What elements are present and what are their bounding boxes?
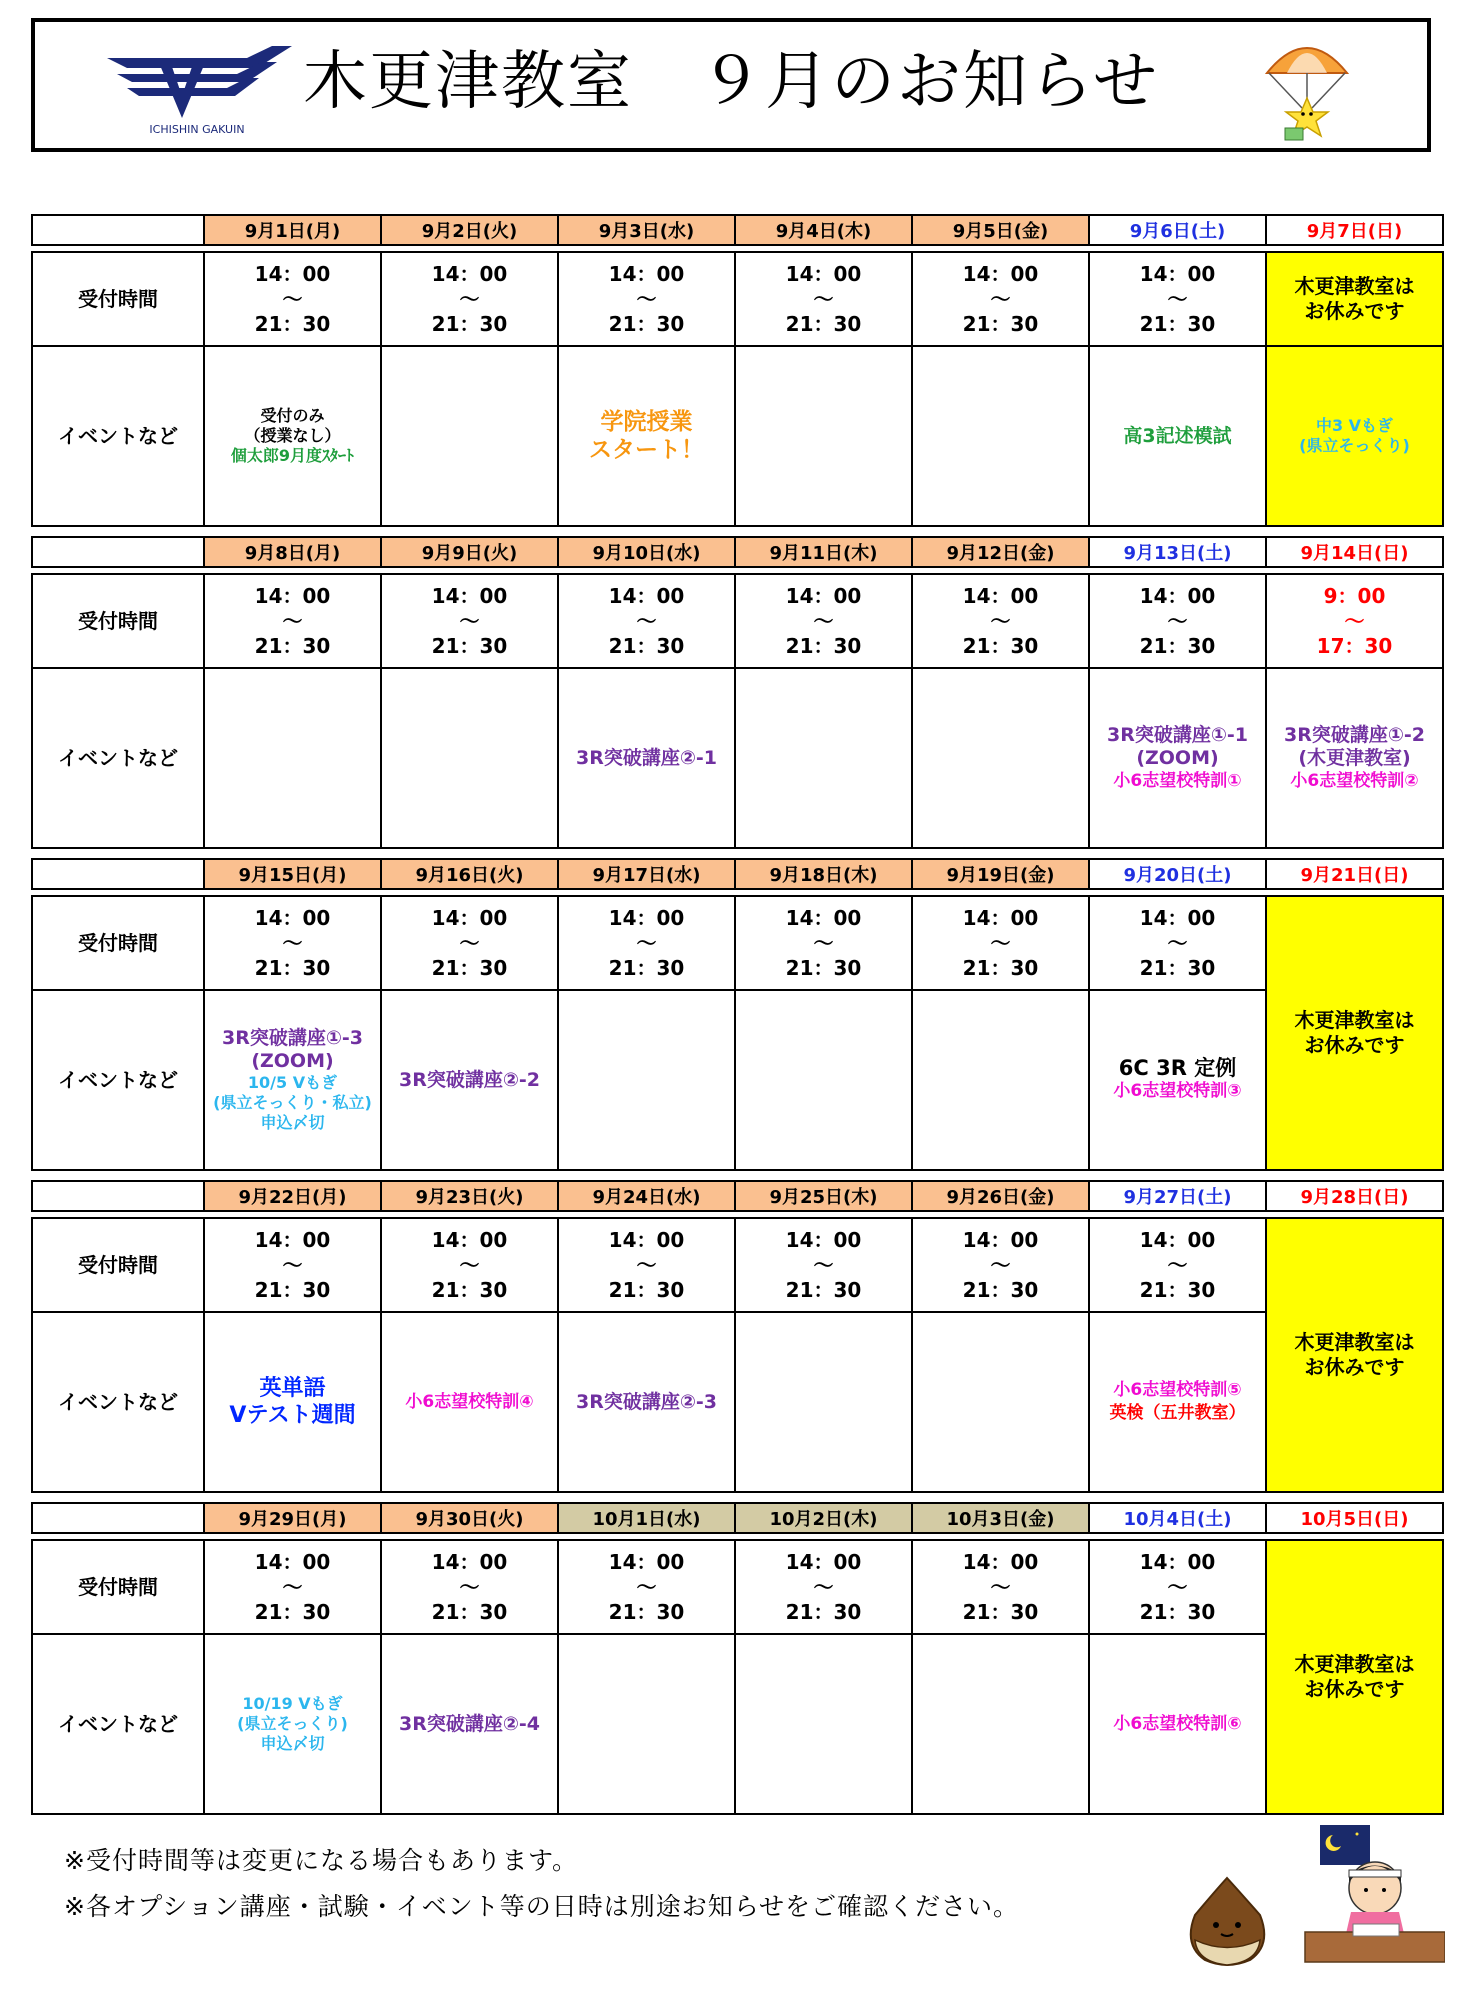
day-header: 9月23日(火) — [381, 1181, 558, 1211]
event-cell — [558, 1634, 735, 1814]
day-header: 9月22日(月) — [204, 1181, 381, 1211]
week-2-table — [31, 536, 1444, 849]
time-cell: 14：00 ～ 21：30 — [204, 896, 381, 990]
time-cell: 14：00 ～ 21：30 — [912, 896, 1089, 990]
time-row-label: 受付時間 — [32, 1218, 204, 1312]
event-cell — [912, 668, 1089, 848]
time-cell: 14：00 ～ 21：30 — [912, 252, 1089, 346]
time-cell: 14：00 ～ 21：30 — [912, 1540, 1089, 1634]
event-cell — [558, 990, 735, 1170]
week-4-table — [31, 1180, 1444, 1493]
event-cell: 受付のみ （授業なし） 個太郎9月度ｽﾀｰﾄ — [204, 346, 381, 526]
event-cell — [912, 346, 1089, 526]
day-header: 9月12日(金) — [912, 537, 1089, 567]
event-cell: 小6志望校特訓⑥ — [1089, 1634, 1266, 1814]
event-cell: 3R突破講座②-4 — [381, 1634, 558, 1814]
day-header-sunday: 9月28日(日) — [1266, 1181, 1443, 1211]
time-row-label: 受付時間 — [32, 1540, 204, 1634]
time-cell: 14：00 ～ 21：30 — [912, 574, 1089, 668]
title-banner — [31, 18, 1431, 152]
time-cell: 14：00 ～ 21：30 — [1089, 896, 1266, 990]
event-row-label: イベントなど — [32, 346, 204, 526]
week-5-table — [31, 1502, 1444, 1815]
time-cell: 14：00 ～ 21：30 — [558, 574, 735, 668]
day-header: 9月5日(金) — [912, 215, 1089, 245]
time-cell: 14：00 ～ 21：30 — [558, 1540, 735, 1634]
event-cell: 高3記述模試 — [1089, 346, 1266, 526]
day-header-sunday: 9月14日(日) — [1266, 537, 1443, 567]
event-cell — [735, 990, 912, 1170]
time-cell: 14：00 ～ 21：30 — [381, 252, 558, 346]
day-header-next-month: 10月2日(木) — [735, 1503, 912, 1533]
event-cell — [912, 1634, 1089, 1814]
week-3-table — [31, 858, 1444, 1171]
event-cell: 小6志望校特訓④ — [381, 1312, 558, 1492]
day-header: 9月17日(水) — [558, 859, 735, 889]
event-row-label: イベントなど — [32, 1634, 204, 1814]
logo-text: ICHISHIN GAKUIN — [149, 123, 245, 136]
day-header: 9月19日(金) — [912, 859, 1089, 889]
time-row-label: 受付時間 — [32, 252, 204, 346]
time-cell-sunday: 9：00 ～ 17：30 — [1266, 574, 1443, 668]
chestnut-mascot-icon — [1180, 1870, 1275, 1970]
day-header: 9月29日(月) — [204, 1503, 381, 1533]
time-cell: 14：00 ～ 21：30 — [1089, 1540, 1266, 1634]
event-row-label: イベントなど — [32, 1312, 204, 1492]
day-header: 9月18日(木) — [735, 859, 912, 889]
row-spacer — [32, 889, 1443, 896]
event-cell: 3R突破講座②-1 — [558, 668, 735, 848]
day-header-sunday: 9月21日(日) — [1266, 859, 1443, 889]
event-cell — [912, 1312, 1089, 1492]
time-cell: 14：00 ～ 21：30 — [735, 252, 912, 346]
event-cell: 3R突破講座①-3 (ZOOM) 10/5 Vもぎ (県立そっくり・私立) 申込〆切 — [204, 990, 381, 1170]
event-cell — [381, 346, 558, 526]
event-cell: 3R突破講座②-3 — [558, 1312, 735, 1492]
time-row-label: 受付時間 — [32, 896, 204, 990]
closed-notice: 木更津教室は お休みです — [1266, 896, 1443, 1170]
time-cell: 14：00 ～ 21：30 — [381, 574, 558, 668]
time-cell: 14：00 ～ 21：30 — [735, 1218, 912, 1312]
day-header-saturday: 10月4日(土) — [1089, 1503, 1266, 1533]
time-cell: 14：00 ～ 21：30 — [381, 896, 558, 990]
event-cell — [735, 1312, 912, 1492]
event-cell: 6C 3R 定例 小6志望校特訓③ — [1089, 990, 1266, 1170]
event-cell — [381, 668, 558, 848]
studying-student-illustration-icon — [1295, 1820, 1445, 1970]
row-spacer — [32, 245, 1443, 252]
event-cell: 学院授業 スタート！ — [558, 346, 735, 526]
time-cell: 14：00 ～ 21：30 — [735, 1540, 912, 1634]
day-header: 9月3日(水) — [558, 215, 735, 245]
event-cell — [735, 668, 912, 848]
corner-cell — [32, 537, 204, 567]
time-row-label: 受付時間 — [32, 574, 204, 668]
time-cell: 14：00 ～ 21：30 — [735, 574, 912, 668]
week-1-table — [31, 214, 1444, 527]
event-cell — [912, 990, 1089, 1170]
day-header: 9月2日(火) — [381, 215, 558, 245]
day-header-saturday: 9月6日(土) — [1089, 215, 1266, 245]
day-header: 9月9日(火) — [381, 537, 558, 567]
day-header-saturday: 9月13日(土) — [1089, 537, 1266, 567]
time-cell: 14：00 ～ 21：30 — [558, 896, 735, 990]
day-header-saturday: 9月27日(土) — [1089, 1181, 1266, 1211]
day-header: 9月15日(月) — [204, 859, 381, 889]
time-cell: 14：00 ～ 21：30 — [1089, 574, 1266, 668]
event-cell-closed: 中3 Vもぎ (県立そっくり) — [1266, 346, 1443, 526]
time-cell: 14：00 ～ 21：30 — [381, 1540, 558, 1634]
event-row-label: イベントなど — [32, 990, 204, 1170]
time-cell: 14：00 ～ 21：30 — [1089, 1218, 1266, 1312]
event-cell — [204, 668, 381, 848]
day-header: 9月24日(水) — [558, 1181, 735, 1211]
day-header: 9月10日(水) — [558, 537, 735, 567]
row-spacer — [32, 567, 1443, 574]
row-spacer — [32, 1533, 1443, 1540]
day-header-saturday: 9月20日(土) — [1089, 859, 1266, 889]
parachute-star-illustration-icon — [1247, 28, 1367, 148]
note-line: ※各オプション講座・試験・イベント等の日時は別途お知らせをご確認ください。 — [64, 1892, 1019, 1921]
row-spacer — [32, 1211, 1443, 1218]
closed-notice: 木更津教室は お休みです — [1266, 252, 1443, 346]
time-cell: 14：00 ～ 21：30 — [912, 1218, 1089, 1312]
footer-notes — [64, 1838, 1019, 1930]
day-header: 9月8日(月) — [204, 537, 381, 567]
event-cell — [735, 1634, 912, 1814]
event-cell: 10/19 Vもぎ (県立そっくり) 申込〆切 — [204, 1634, 381, 1814]
corner-cell — [32, 215, 204, 245]
day-header: 9月26日(金) — [912, 1181, 1089, 1211]
time-cell: 14：00 ～ 21：30 — [558, 252, 735, 346]
day-header: 9月4日(木) — [735, 215, 912, 245]
day-header: 9月25日(木) — [735, 1181, 912, 1211]
day-header-sunday: 9月7日(日) — [1266, 215, 1443, 245]
time-cell: 14：00 ～ 21：30 — [204, 574, 381, 668]
day-header: 9月16日(火) — [381, 859, 558, 889]
page-title: 木更津教室 ９月のお知らせ — [302, 45, 1160, 119]
day-header: 9月1日(月) — [204, 215, 381, 245]
time-cell: 14：00 ～ 21：30 — [204, 252, 381, 346]
closed-notice: 木更津教室は お休みです — [1266, 1540, 1443, 1814]
day-header: 9月30日(火) — [381, 1503, 558, 1533]
corner-cell — [32, 1181, 204, 1211]
day-header-sunday: 10月5日(日) — [1266, 1503, 1443, 1533]
time-cell: 14：00 ～ 21：30 — [558, 1218, 735, 1312]
time-cell: 14：00 ～ 21：30 — [381, 1218, 558, 1312]
time-cell: 14：00 ～ 21：30 — [1089, 252, 1266, 346]
time-cell: 14：00 ～ 21：30 — [735, 896, 912, 990]
day-header: 9月11日(木) — [735, 537, 912, 567]
event-cell: 英単語 Vテスト週間 — [204, 1312, 381, 1492]
day-header-next-month: 10月1日(水) — [558, 1503, 735, 1533]
event-cell: 小6志望校特訓⑤ 英検（五井教室） — [1089, 1312, 1266, 1492]
corner-cell — [32, 859, 204, 889]
time-cell: 14：00 ～ 21：30 — [204, 1540, 381, 1634]
event-cell: 3R突破講座②-2 — [381, 990, 558, 1170]
note-line: ※受付時間等は変更になる場合もあります。 — [64, 1846, 578, 1875]
corner-cell — [32, 1503, 204, 1533]
event-cell: 3R突破講座①-2 (木更津教室) 小6志望校特訓② — [1266, 668, 1443, 848]
event-row-label: イベントなど — [32, 668, 204, 848]
time-cell: 14：00 ～ 21：30 — [204, 1218, 381, 1312]
day-header-next-month: 10月3日(金) — [912, 1503, 1089, 1533]
event-cell: 3R突破講座①-1 (ZOOM) 小6志望校特訓① — [1089, 668, 1266, 848]
event-cell — [735, 346, 912, 526]
closed-notice: 木更津教室は お休みです — [1266, 1218, 1443, 1492]
